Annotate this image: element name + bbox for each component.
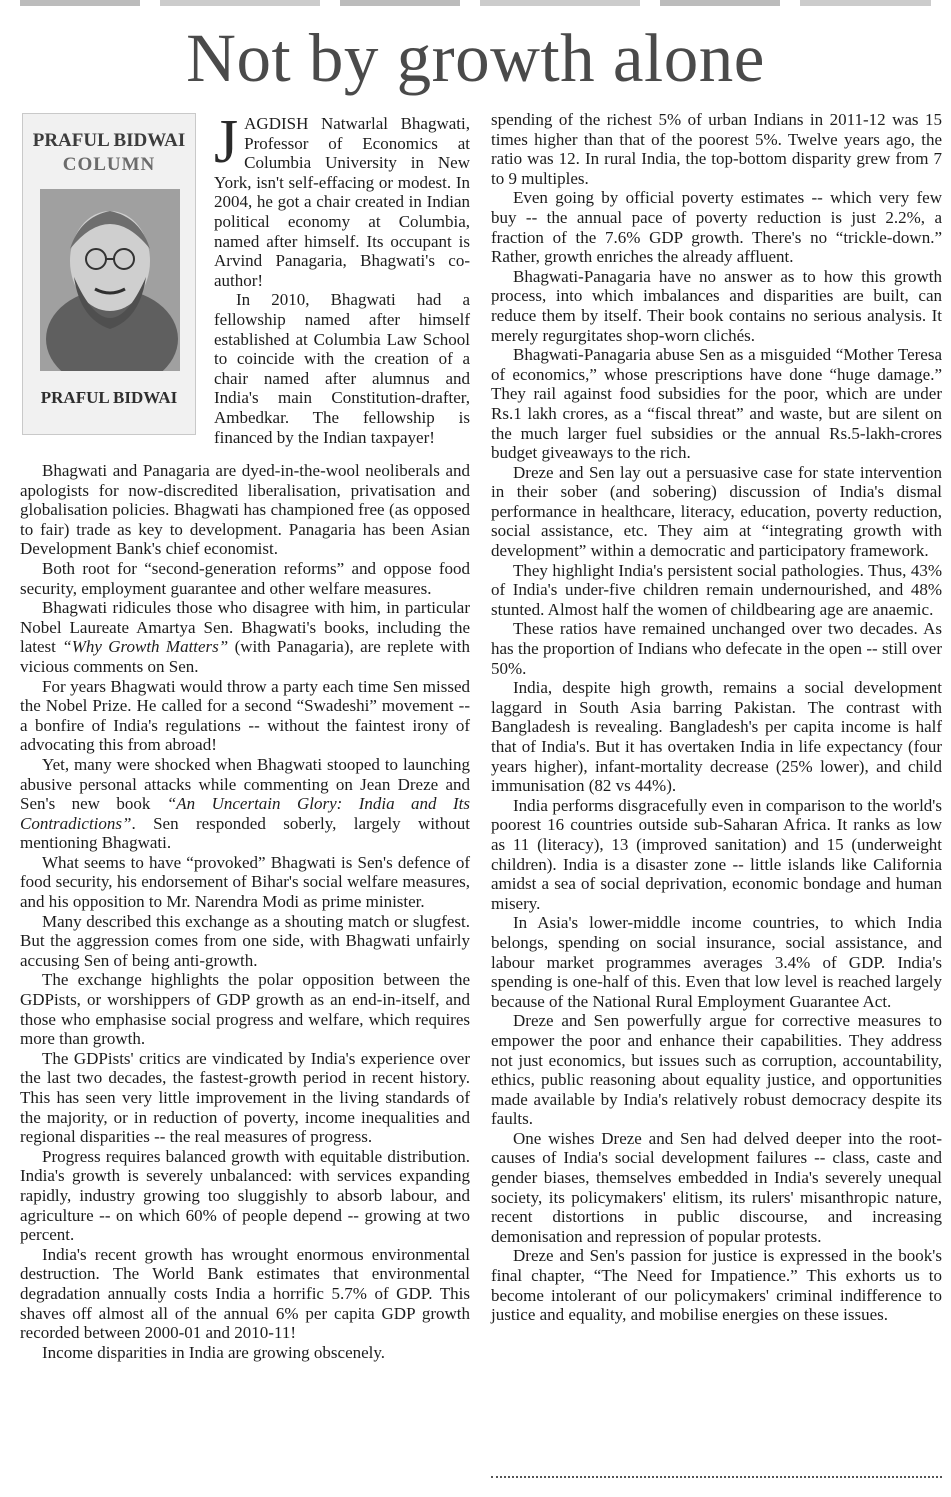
book-title: “An Uncertain Glory: India and Its Contradictions”	[20, 794, 470, 833]
paragraph: Progress requires balanced growth with equitable distribution. India's growth is severely unbalanced: with services expanding rapidly, industry growing too sluggishly to absorb labour, and agriculture -- on which 60% of people depend -- growing at two percent.	[20, 1146, 470, 1245]
paragraph: Dreze and Sen powerfully argue for corrective measures to empower the poor and enhance their capabilities. They address not just economics, but issues such as corruption, accountability, ethics, public reasoning about equality justice, and opportunities made available by India's relatively robust democracy despite its faults.	[491, 1011, 942, 1129]
paragraph: One wishes Dreze and Sen had delved deeper into the root-causes of India's social development failures -- class, caste and gender biases, themselves embedded in India's severely unequal society, its policymakers' elitism, its rulers' misanthropic nature, recent distortions in public discourse, and increasing demonisation and repression of popular protests.	[491, 1128, 942, 1246]
byline-box	[22, 113, 196, 435]
intro-paragraph-1: JAGDISH Natwarlal Bhagwati, Professor of Economics at Columbia University in New York, isn't self-effacing or modest. In 2004, he got a chair created in Indian political economy at Columbia, named after himself. Its occupant is Arvind Panagaria, Bhagwati's co-author!	[214, 108, 470, 290]
intro-column	[214, 108, 470, 447]
paragraph: Income disparities in India are growing obscenely.	[42, 1342, 386, 1362]
paragraph: In Asia's lower-middle income countries, to which India belongs, spending on social insurance, social assistance, and labour market programmes averages 3.4% of GDP. India's spending is one-half of this. Even that low level is reached largely because of the National Rural Employment Guarantee Act.	[491, 913, 942, 1011]
paragraph: These ratios have remained unchanged over two decades. As has the proportion of Indians who defecate in the open -- still over 50%.	[491, 619, 942, 678]
paragraph: The GDPists' critics are vindicated by India's experience over the last two decades, the fastest-growth period in recent history. This has seen very little improvement in the living standards of the majority, or in reduction of poverty, income inequalities and regional disparities -- the real measures of progress.	[20, 1048, 470, 1147]
headline: Not by growth alone	[186, 20, 765, 96]
intro-paragraph-2: In 2010, Bhagwati had a fellowship named after himself established at Columbia Law School to coincide with the creation of a chair named after alumnus and India's main Constitution-drafter, Ambedkar. The fellowship is financed by the Indian taxpayer!	[214, 290, 470, 447]
left-column	[20, 461, 470, 1362]
byline-name: PRAFUL BIDWAI	[32, 130, 186, 151]
end-dotted-rule	[491, 1476, 942, 1480]
paragraph: India performs disgracefully even in comparison to the world's poorest 16 countries outside sub-Saharan Africa. It ranks as low as 11 (literacy), 13 (improved sanitation) and 15 (underweight children). India is a disaster zone -- little islands like California amidst a sea of social deprivation, economic bondage and human misery.	[491, 795, 942, 913]
paragraph: Bhagwati ridicules those who disagree with him, in particular Nobel Laureate Amartya Sen. Bhagwati's books, including the latest “Why Growth Matters” (with Panagaria), are replete with vicious comments on Sen.	[20, 598, 470, 676]
paragraph: spending of the richest 5% of urban Indians in 2011-12 was 15 times higher than that of the poorest 5%. Twelve years ago, the ratio was 12. In rural India, the top-bottom disparity grew from 7 to 9 multiples.	[491, 110, 942, 188]
paragraph: Dreze and Sen lay out a persuasive case for state intervention in their sober (and sobering) discussion of India's dismal performance in healthcare, literacy, education, poverty reduction, social assistance, etc. They aim at “integrating growth with development” within a democratic and participatory framework.	[491, 462, 942, 561]
byline-tag: COLUMN	[62, 154, 156, 175]
paragraph: India's recent growth has wrought enormous environmental destruction. The World Bank estimates that environmental degradation annually costs India a horrific 5.7% of GDP. This shaves off almost all of the annual 6% per capita GDP growth recorded between 2000-01 and 2010-11!	[20, 1244, 470, 1343]
paragraph: India, despite high growth, remains a social development laggard in South Asia barring Pakistan. The contrast with Bangladesh is revealing. Bangladesh's per capita income is half that of India's. But it has overtaken India in life expectancy (four years higher), infant-mortality decrease (25% lower), and child immunisation (82 vs 44%).	[491, 678, 942, 796]
paragraph: The exchange highlights the polar opposition between the GDPists, or worshippers of GDP growth as an end-in-itself, and those who emphasise social progress and welfare, which requires more than growth.	[20, 970, 470, 1049]
paragraph: Both root for “second-generation reforms” and oppose food security, employment guarantee and other welfare measures.	[20, 558, 470, 598]
paragraph: Yet, many were shocked when Bhagwati stooped to launching abusive personal attacks while commenting on Jean Dreze and Sen's new book “An Uncertain Glory: India and Its Contradictions”. Sen responded soberly, largely without mentioning Bhagwati.	[20, 754, 470, 853]
paragraph: For years Bhagwati would throw a party each time Sen missed the Nobel Prize. He called for a second “Swadeshi” movement -- a bonfire of India's regulations -- without the faintest irony of advocating this from abroad!	[20, 676, 470, 755]
paragraph: What seems to have “provoked” Bhagwati is Sen's defence of food security, his endorsement of Bihar's social welfare measures, and his opposition to Mr. Narendra Modi as prime minister.	[20, 852, 470, 912]
paragraph: Bhagwati-Panagaria abuse Sen as a misguided “Mother Teresa of economics,” whose prescriptions have done “huge damage.” They rail against food subsidies for the poor, which are under Rs.1 lakh crores, as a “fiscal threat” and waste, but are silent on the much larger fuel subsidies or the annual Rs.5-lakh-crores budget giveaways to the rich.	[491, 345, 942, 463]
paragraph: Dreze and Sen's passion for justice is expressed in the book's final chapter, “The Need for Impatience.” This exhorts us to become intolerant of our policymakers' criminal indifference to justice and equality, and mobilise energies on these issues.	[491, 1246, 942, 1325]
paragraph: Bhagwati and Panagaria are dyed-in-the-wool neoliberals and apologists for now-discredited liberalisation, privatisation and globalisation policies. Bhagwati has championed free (as opposed to fair) trade as key to development. Panagaria has been Asian Development Bank's chief economist.	[20, 461, 470, 559]
paragraph: Even going by official poverty estimates -- which very few buy -- the annual pace of poverty reduction is just 2.2%, a fraction of the 7.6% GDP growth. There's no “trickle-down.” Rather, growth enriches the already affluent.	[491, 188, 942, 267]
top-rule	[20, 0, 931, 6]
paragraph: They highlight India's persistent social pathologies. Thus, 43% of India's under-five children remain undernourished, and 48% stunted. Almost half the women of childbearing age are anaemic.	[491, 560, 942, 619]
right-column	[491, 110, 942, 1325]
book-title: “Why Growth Matters”	[62, 637, 229, 657]
paragraph: Many described this exchange as a shouting match or slugfest. But the aggression comes from one side, with Bhagwati unfairly accusing Sen of being anti-growth.	[20, 911, 470, 970]
drop-cap: J	[214, 108, 239, 176]
author-portrait	[40, 189, 180, 371]
byline-footer: PRAFUL BIDWAI	[40, 388, 178, 407]
paragraph: Bhagwati-Panagaria have no answer as to how this growth process, into which imbalances and disparities are built, can reduce them by itself. Their book contains no serious analysis. It merely regurgitates shop-worn clichés.	[491, 266, 942, 345]
